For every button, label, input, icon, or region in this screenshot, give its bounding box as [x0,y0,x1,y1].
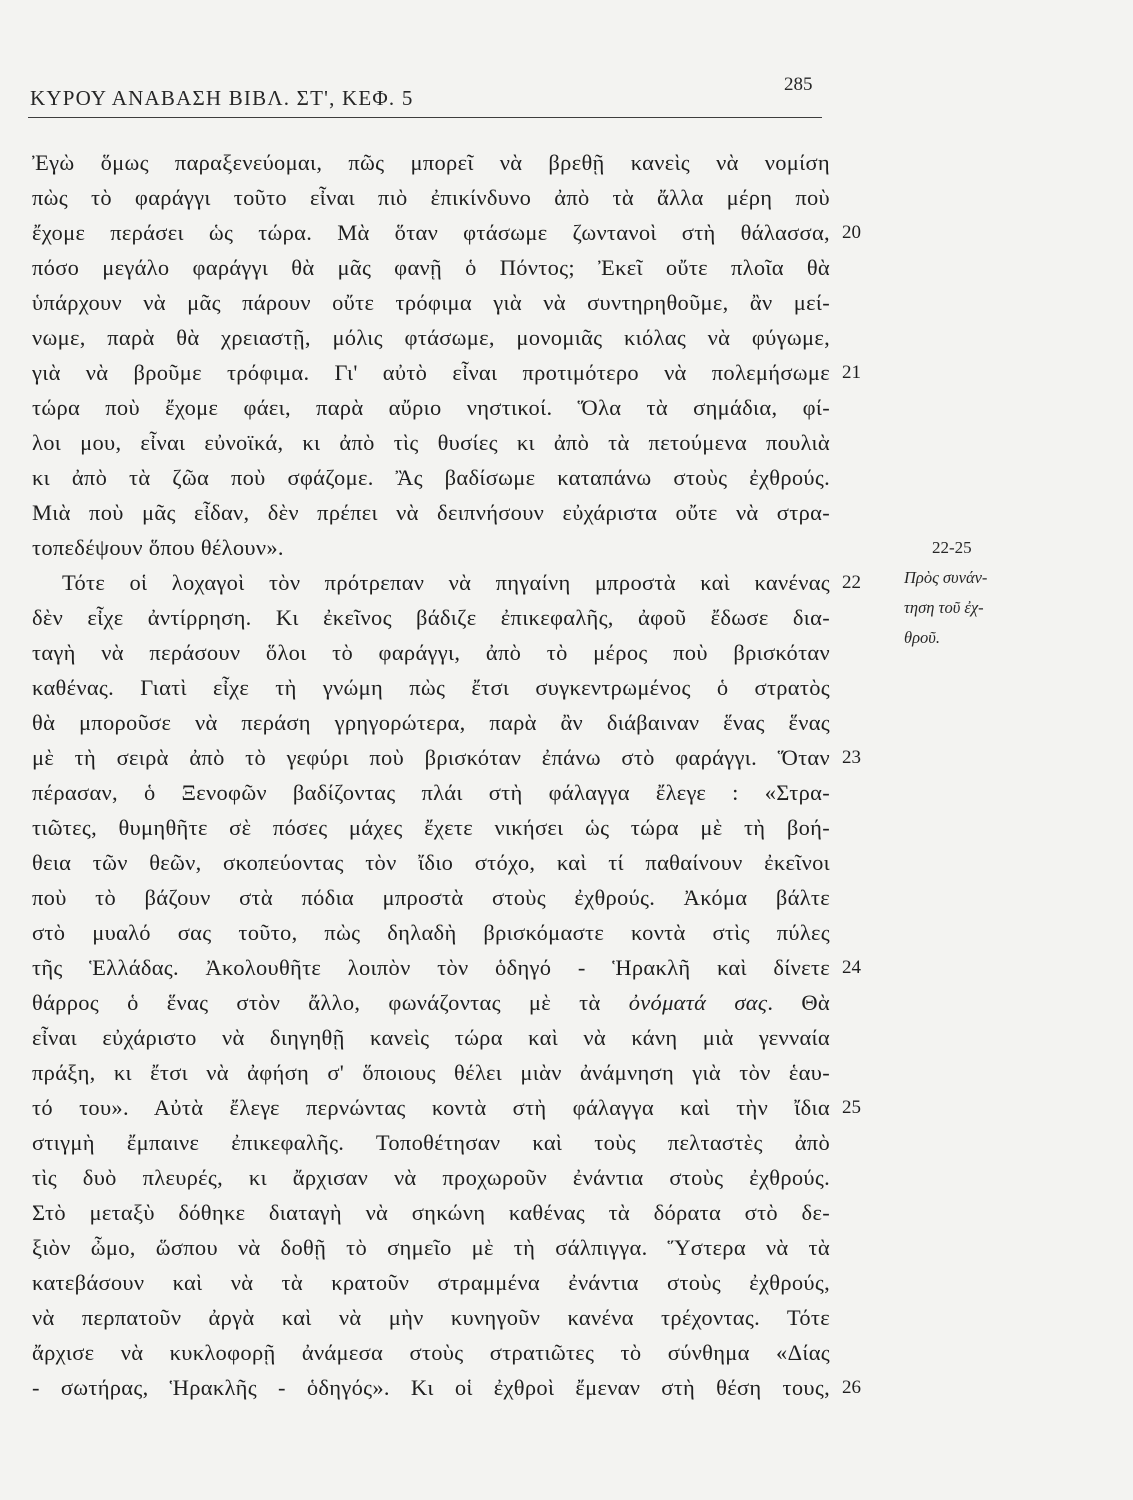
line-text: κι ἀπὸ τὰ ζῶα ποὺ σφάζομε. Ἂς βαδίσωμε καταπάνω στοὺς ἐχθρούς. [32,465,830,490]
text-line [32,1335,830,1370]
line-text: πράξη, κι ἔτσι νὰ ἀφήση σ' ὅποιους θέλει μιὰν ἀνάμνηση γιὰ τὸν ἑαυ- [32,1060,830,1085]
text-line [32,1370,861,1405]
margin-note-line: τηση τοῦ ἐχ- [904,598,984,617]
line-text [32,985,830,1020]
section-number: 22 [842,572,861,593]
line-text: νωμε, παρὰ θὰ χρειαστῇ, μόλις φτάσωμε, μονομιᾶς κιόλας νὰ φύγωμε, [32,325,830,350]
line-text: Ἐγὼ ὅμως παραξενεύομαι, πῶς μπορεῖ νὰ βρεθῇ κανεὶς νὰ νομίση [32,150,830,175]
text-line [32,565,861,600]
line-text: τὶς δυὸ πλευρές, κι ἄρχισαν νὰ προχωροῦν ἐνάντια στοὺς ἐχθρούς. [32,1165,830,1190]
section-number: 21 [842,362,861,383]
line-text: τό του». Αὐτὰ ἔλεγε περνώντας κοντὰ στὴ φάλαγγα καὶ τὴν ἴδια [32,1095,830,1120]
margin-note-range: 22-25 [932,538,972,557]
text-line [32,460,830,495]
text-line [32,145,830,180]
line-text: καθένας. Γιατὶ εἶχε τὴ γνώμη πὼς ἔτσι συγκεντρωμένος ὁ στρατὸς [32,675,830,700]
text-line [32,1160,830,1195]
line-text-before: θάρρος ὁ ἕνας στὸν ἄλλο, φωνάζοντας μὲ τὰ [32,990,629,1015]
line-text: Στὸ μεταξὺ δόθηκε διαταγὴ νὰ σηκώνη καθένας τὰ δόρατα στὸ δε- [32,1200,830,1225]
line-text: πὼς τὸ φαράγγι τοῦτο εἶναι πιὸ ἐπικίνδυνο ἀπὸ τὰ ἄλλα μέρη ποὺ [32,185,830,210]
line-text: ὑπάρχουν νὰ μᾶς πάρουν οὔτε τρόφιμα γιὰ νὰ συντηρηθοῦμε, ἂν μεί- [32,290,830,315]
text-line [32,530,830,565]
line-text: ταγὴ νὰ περάσουν ὅλοι τὸ φαράγγι, ἀπὸ τὸ μέρος ποὺ βρισκόταν [32,640,830,665]
line-text: τῆς Ἑλλάδας. Ἀκολουθῆτε λοιπὸν τὸν ὁδηγό - Ἡρακλῆ καὶ δίνετε [32,955,830,980]
text-line [32,600,830,635]
line-text: τοπεδέψουν ὅπου θέλουν». [32,535,284,560]
section-number: 25 [842,1097,861,1118]
line-text: τιῶτες, θυμηθῆτε σὲ πόσες μάχες ἔχετε νικήσει ὡς τώρα μὲ τὴ βοή- [32,815,830,840]
text-line [32,215,861,250]
text-line [32,915,830,950]
line-text: τώρα ποὺ ἔχομε φάει, παρὰ αὔριο νηστικοί. Ὅλα τὰ σημάδια, φί- [32,395,830,420]
text-line [32,390,830,425]
line-text: πέρασαν, ὁ Ξενοφῶν βαδίζοντας πλάι στὴ φάλαγγα ἔλεγε : «Στρα- [32,780,830,805]
text-line [32,1020,830,1055]
text-line [32,880,830,915]
text-line [32,1125,830,1160]
text-line [32,495,830,530]
text-line [32,250,830,285]
line-text: πόσο μεγάλο φαράγγι θὰ μᾶς φανῇ ὁ Πόντος; Ἐκεῖ οὔτε πλοῖα θὰ [32,255,830,280]
text-line [32,1195,830,1230]
text-line [32,1265,830,1300]
section-number: 24 [842,957,861,978]
text-line [32,950,861,985]
text-line [32,1055,830,1090]
body-text [32,145,861,1405]
line-text: ἔχομε περάσει ὡς τώρα. Μὰ ὅταν φτάσωμε ζωντανοὶ στὴ θάλασσα, [32,220,830,245]
section-number: 26 [842,1377,861,1398]
line-text: νὰ περπατοῦν ἀργὰ καὶ νὰ μὴν κυνηγοῦν κανένα τρέχοντας. Τότε [32,1305,830,1330]
line-text: - σωτήρας, Ἡρακλῆς - ὁδηγός». Κι οἱ ἐχθροὶ ἔμεναν στὴ θέση τους, [32,1375,830,1400]
header-rule [28,117,822,118]
line-text: κατεβάσουν καὶ νὰ τὰ κρατοῦν στραμμένα ἐνάντια στοὺς ἐχθρούς, [32,1270,830,1295]
line-text: δὲν εἶχε ἀντίρρηση. Κι ἐκεῖνος βάδιζε ἐπικεφαλῆς, ἀφοῦ ἔδωσε δια- [32,605,830,630]
running-head: ΚΥΡΟΥ ΑΝΑΒΑΣΗ ΒΙΒΛ. ΣΤ', ΚΕΦ. 5 [30,86,414,110]
text-line [32,1230,830,1265]
text-line [32,1090,861,1125]
text-line [32,180,830,215]
line-text: Μιὰ ποὺ μᾶς εἶδαν, δὲν πρέπει νὰ δειπνήσουν εὐχάριστα οὔτε νὰ στρα- [32,500,830,525]
line-text: θεια τῶν θεῶν, σκοπεύοντας τὸν ἴδιο στόχο, καὶ τί παθαίνουν ἐκεῖνοι [32,850,830,875]
line-text: Τότε οἱ λοχαγοὶ τὸν πρότρεπαν νὰ πηγαίνη μπροστὰ καὶ κανένας [62,570,830,595]
text-line [32,775,830,810]
text-line [32,985,830,1020]
text-line [32,810,830,845]
text-line [32,320,830,355]
text-line [32,740,861,775]
margin-note [904,533,1044,653]
text-line [32,285,830,320]
text-line [32,425,830,460]
text-line [32,705,830,740]
line-text: στὸ μυαλό σας τοῦτο, πὼς δηλαδὴ βρισκόμαστε κοντὰ στὶς πύλες [32,920,830,945]
text-line [32,1300,830,1335]
line-text-after: . Θὰ [767,990,830,1015]
line-text: θὰ μποροῦσε νὰ περάση γρηγορώτερα, παρὰ ἂν διάβαιναν ἕνας ἕνας [32,710,830,735]
line-text: ποὺ τὸ βάζουν στὰ πόδια μπροστὰ στοὺς ἐχθρούς. Ἀκόμα βάλτε [32,885,830,910]
section-number: 23 [842,747,861,768]
text-line [32,635,830,670]
section-number: 20 [842,222,861,243]
text-line [32,670,830,705]
line-text: γιὰ νὰ βροῦμε τρόφιμα. Γι' αὐτὸ εἶναι προτιμότερο νὰ πολεμήσωμε [32,360,830,385]
margin-note-line: θροῦ. [904,628,940,647]
line-text: λοι μου, εἶναι εὐνοϊκά, κι ἀπὸ τὶς θυσίες κι ἀπὸ τὰ πετούμενα πουλιὰ [32,430,830,455]
italic-phrase: ὀνόματά σας [628,990,768,1015]
line-text: ἄρχισε νὰ κυκλοφορῇ ἀνάμεσα στοὺς στρατιῶτες τὸ σύνθημα «Δίας [32,1340,830,1365]
text-line [32,845,830,880]
line-text: μὲ τὴ σειρὰ ἀπὸ τὸ γεφύρι ποὺ βρισκόταν ἐπάνω στὸ φαράγγι. Ὅταν [32,745,830,770]
margin-note-line: Πρὸς συνάν- [904,568,988,587]
line-text: εἶναι εὐχάριστο νὰ διηγηθῇ κανεὶς τώρα καὶ νὰ κάνη μιὰ γενναία [32,1025,830,1050]
line-text: ξιὸν ὦμο, ὥσπου νὰ δοθῇ τὸ σημεῖο μὲ τὴ σάλπιγγα. Ὕστερα νὰ τὰ [32,1235,830,1260]
text-line [32,355,861,390]
page-number: 285 [784,74,813,95]
line-text: στιγμὴ ἔμπαινε ἐπικεφαλῆς. Τοποθέτησαν καὶ τοὺς πελταστὲς ἀπὸ [32,1130,830,1155]
